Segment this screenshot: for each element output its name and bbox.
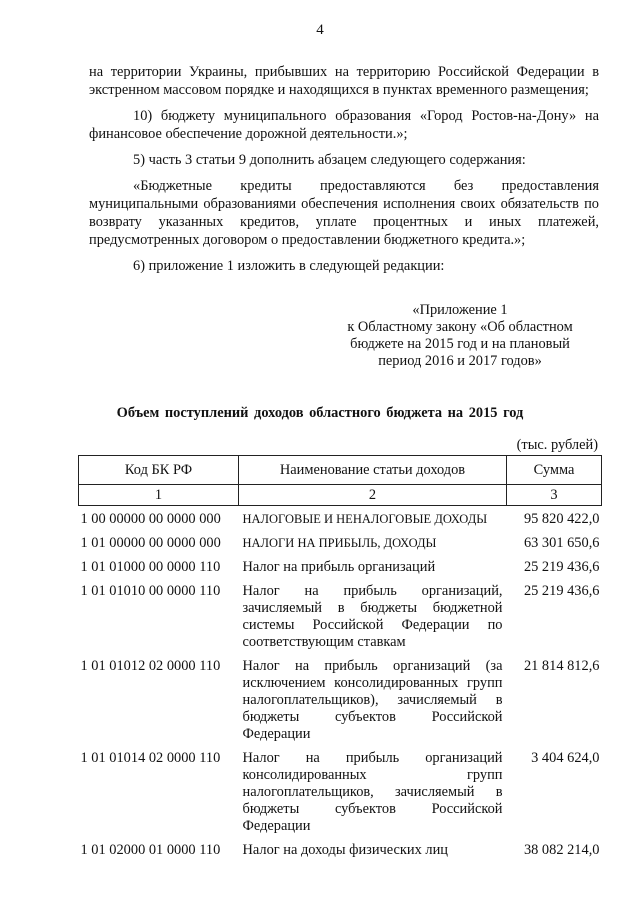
table-row — [79, 658, 602, 750]
row-name: Налог на доходы физических лиц — [242, 842, 448, 858]
page-number: 4 — [316, 22, 324, 38]
row-sum: 63 301 650,6 — [523, 535, 600, 551]
row-code: 1 01 01012 02 0000 110 — [80, 658, 221, 674]
table-row — [79, 750, 602, 842]
paragraph: 5) часть 3 статьи 9 дополнить абзацем следующего содержания: — [133, 152, 526, 168]
row-code: 1 01 01000 00 0000 110 — [80, 559, 221, 575]
column-number: 2 — [239, 485, 507, 506]
table-row — [79, 583, 602, 658]
revenue-table — [78, 455, 602, 866]
appendix-line: к Областному закону «Об областном — [347, 319, 573, 335]
table-row — [79, 535, 602, 559]
column-number: 1 — [79, 485, 239, 506]
paragraph: 10) бюджету муниципального образования «Город Ростов-на-Дону» на финансовое обеспечение дорожной деятельности.»; — [89, 108, 599, 142]
column-number: 3 — [507, 485, 602, 506]
row-sum: 25 219 436,6 — [523, 583, 600, 599]
table-row — [79, 506, 602, 536]
row-name: НАЛОГИ НА ПРИБЫЛЬ, ДОХОДЫ — [242, 536, 437, 550]
appendix-heading — [330, 302, 590, 370]
row-sum: 38 082 214,0 — [523, 842, 600, 858]
column-header-sum: Сумма — [507, 456, 602, 485]
row-code: 1 01 00000 00 0000 000 — [80, 535, 221, 551]
appendix-line: период 2016 и 2017 годов» — [378, 353, 542, 369]
table-title: Объем поступлений доходов областного бюджета на 2015 год — [116, 405, 524, 421]
paragraph: на территории Украины, прибывших на территорию Российской Федерации в экстренном массовом порядке и находящихся в пунктах временного размещения; — [89, 64, 599, 98]
row-sum: 25 219 436,6 — [523, 559, 600, 575]
column-number-row — [79, 485, 602, 506]
row-name: Налог на прибыль организаций консолидированных групп налогоплательщиков, зачисляемый в бюджеты субъектов Российской Федерации — [242, 750, 503, 834]
row-code: 1 00 00000 00 0000 000 — [80, 511, 221, 527]
body-text — [89, 63, 599, 275]
column-header-name: Наименование статьи доходов — [239, 456, 507, 485]
units-label: (тыс. рублей) — [516, 437, 598, 453]
row-name: Налог на прибыль организаций, зачисляемый в бюджеты бюджетной системы Российской Федерации по соответствующим ставкам — [242, 583, 503, 650]
row-sum: 95 820 422,0 — [523, 511, 600, 527]
column-header-code: Код БК РФ — [79, 456, 239, 485]
table-row — [79, 842, 602, 866]
row-name: Налог на прибыль организаций (за исключением консолидированных групп налогоплательщиков), зачисляемый в бюджеты субъектов Российской Федерации — [242, 658, 503, 742]
row-code: 1 01 02000 01 0000 110 — [80, 842, 221, 858]
row-name: НАЛОГОВЫЕ И НЕНАЛОГОВЫЕ ДОХОДЫ — [242, 512, 488, 526]
paragraph: 6) приложение 1 изложить в следующей редакции: — [133, 258, 445, 274]
row-sum: 3 404 624,0 — [531, 750, 600, 766]
paragraph: «Бюджетные кредиты предоставляются без предоставления муниципальными образованиями обеспечения исполнения своих обязательств по возврату указанных кредитов, уплате процентных и иных платежей, предусмотренных договором о предоставлении бюджетного кредита.»; — [89, 178, 599, 248]
appendix-line: бюджете на 2015 год и на плановый — [350, 336, 570, 352]
table-row — [79, 559, 602, 583]
row-name: Налог на прибыль организаций — [242, 559, 436, 575]
row-code: 1 01 01014 02 0000 110 — [80, 750, 221, 766]
row-sum: 21 814 812,6 — [523, 658, 600, 674]
appendix-line: «Приложение 1 — [412, 302, 508, 318]
table-header-row — [79, 456, 602, 485]
row-code: 1 01 01010 00 0000 110 — [80, 583, 221, 599]
